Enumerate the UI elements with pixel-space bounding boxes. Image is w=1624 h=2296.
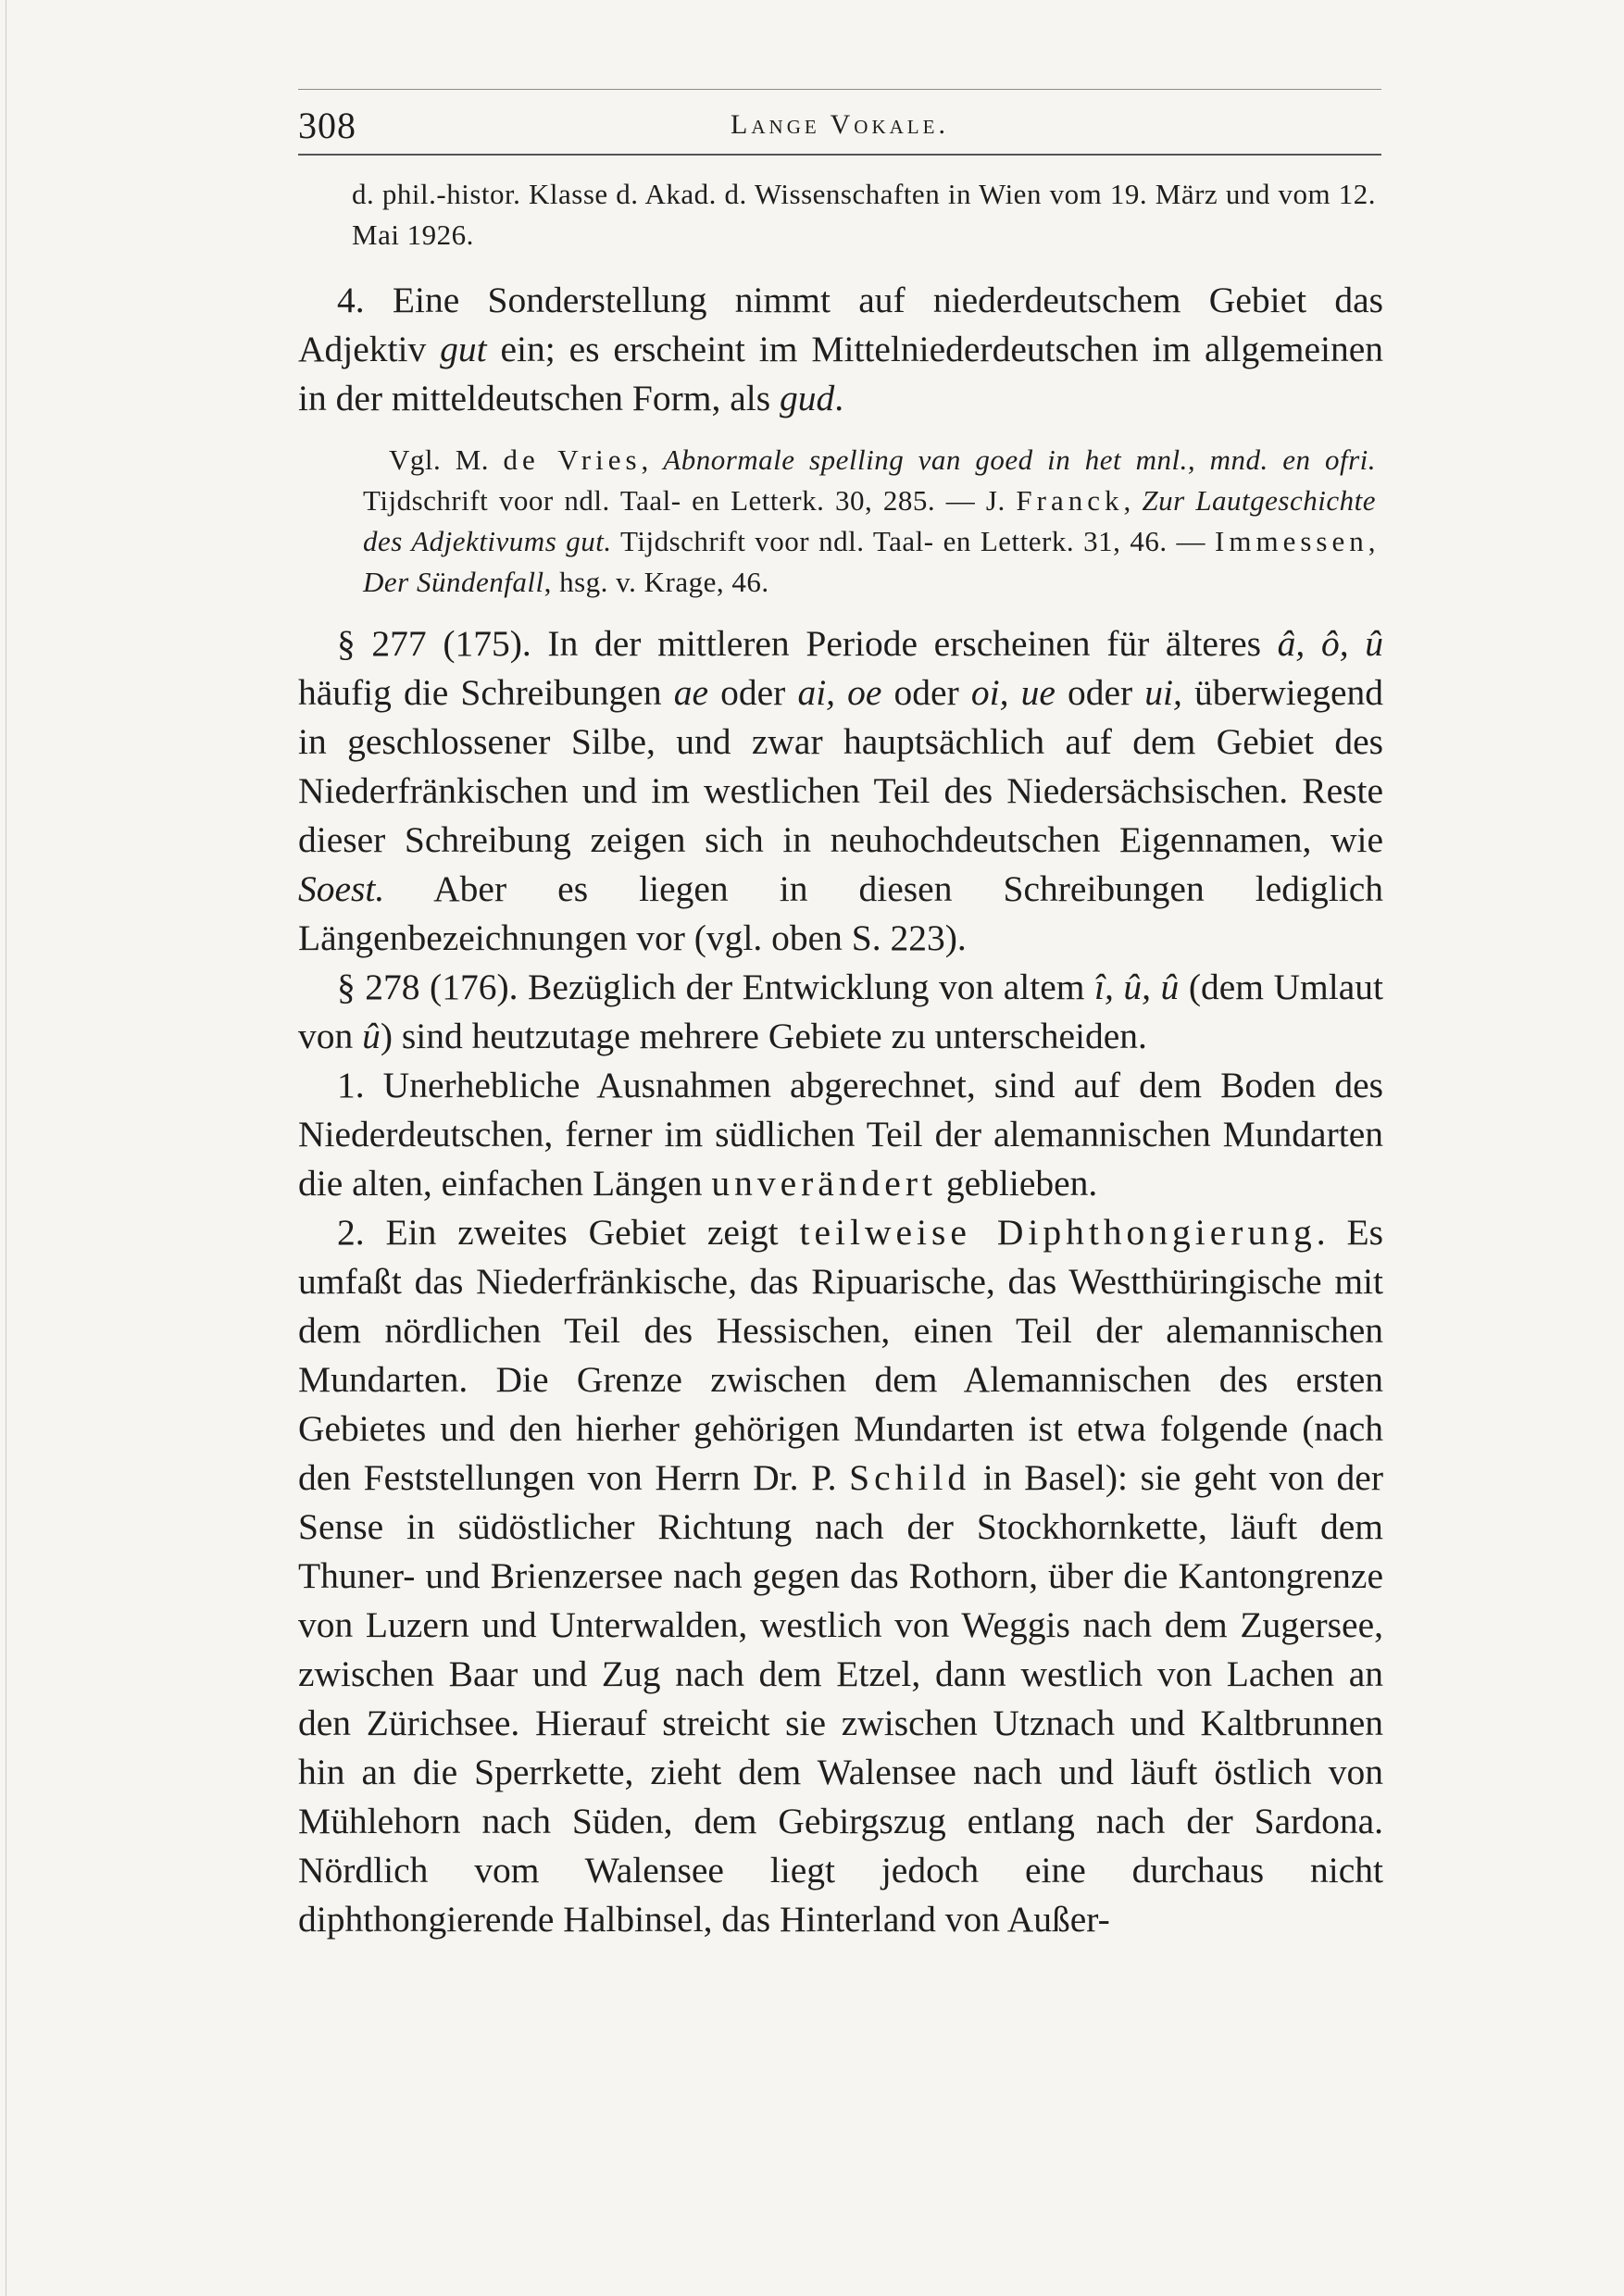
section-277 bbox=[298, 619, 1383, 963]
text-run: , bbox=[641, 443, 664, 476]
text-run: § 278 (176). Bezüglich der Entwicklung von altem bbox=[337, 967, 1095, 1007]
text-run: . bbox=[834, 378, 844, 418]
text-run: in Basel): sie geht von der Sense in südöstlicher Richtung nach der Stockhornkette, läuft dem Thuner- und Brienzersee nach gegen das Rothorn, über die Kantongrenze von Luzern und Unterwalden, westlich von Weggis nach dem Zugersee, zwischen Baar und Zug nach dem Etzel, dann westlich von Lachen an den Zürichsee. Hierauf streicht sie zwischen Utznach und Kaltbrunnen hin an die Sperrkette, zieht dem Walensee nach und läuft östlich von Mühlehorn nach Süden, dem Gebirgszug entlang nach der Sardona. Nördlich vom Walensee liegt jedoch eine durchaus nicht diphthongierende Halbinsel, das Hinterland von Außer- bbox=[298, 1457, 1383, 1940]
italic-word: Soest. bbox=[298, 868, 385, 909]
text-run: oder bbox=[708, 672, 798, 713]
section-278 bbox=[298, 963, 1383, 1061]
italic-word: ai, oe bbox=[797, 672, 882, 713]
work-title: Zur Lautgeschichte des Adjektivums gut. bbox=[363, 484, 1377, 557]
text-run: geblieben. bbox=[936, 1163, 1098, 1204]
text-run: 4. Eine Sonderstellung nimmt auf niederdeutschem Gebiet das Adjektiv bbox=[298, 280, 1383, 369]
author-name: Franck bbox=[1016, 484, 1124, 517]
text-run: ) sind heutzutage mehrere Gebiete zu unterscheiden. bbox=[380, 1016, 1147, 1056]
text-run: 2. Ein zweites Gebiet zeigt bbox=[337, 1212, 800, 1253]
text-run: Tijdschrift voor ndl. Taal- en Letterk. 30, 285. — J. bbox=[363, 484, 1017, 517]
paragraph-1 bbox=[298, 1061, 1383, 1208]
header-rule-top bbox=[298, 89, 1381, 90]
text-run: oder bbox=[1055, 672, 1145, 713]
italic-word: gud bbox=[779, 378, 835, 418]
paragraph-4 bbox=[298, 276, 1383, 423]
text-run: . Es umfaßt das Niederfränkische, das Ripuarische, das Westthüringische mit dem nördlichen Teil des Hessischen, einen Teil der alemannischen Mundarten. Die Grenze zwischen dem Alemannischen des ersten Gebietes und den hierher gehörigen Mundarten ist etwa folgende (nach den Feststellungen von Herrn Dr. P. bbox=[298, 1212, 1383, 1498]
page-content bbox=[298, 174, 1383, 1944]
running-title: Lange Vokale. bbox=[731, 109, 949, 140]
paragraph-2 bbox=[298, 1208, 1383, 1944]
spaced-emphasis: teilweise Diphthongierung bbox=[799, 1212, 1317, 1253]
text-run: , hsg. v. Krage, 46. bbox=[543, 566, 769, 598]
text-run: Aber es liegen in diesen Schreibungen lediglich Längenbezeichnungen vor (vgl. oben S. 223). bbox=[298, 868, 1383, 958]
text-run: (dem Umlaut von bbox=[298, 967, 1383, 1056]
text-run: 1. Unerhebliche Ausnahmen abgerechnet, sind auf dem Boden des Niederdeutschen, ferner im südlichen Teil der alemannischen Mundarten die alten, einfachen Längen bbox=[298, 1065, 1383, 1204]
author-name: Schild bbox=[849, 1457, 971, 1498]
italic-word: gut bbox=[440, 329, 487, 369]
italic-word: ui, bbox=[1144, 672, 1182, 713]
reference-note bbox=[298, 440, 1383, 603]
text-run: überwiegend in geschlossener Silbe, und zwar hauptsächlich auf dem Gebiet des Niederfränkischen und im westlichen Teil des Niedersächsischen. Reste dieser Schreibung zeigen sich in neuhochdeutschen Eigennamen, wie bbox=[298, 672, 1384, 860]
italic-word: î, û, û bbox=[1094, 967, 1180, 1007]
text-run: häufig die Schreibungen bbox=[298, 672, 674, 713]
work-title: Der Sündenfall bbox=[363, 566, 544, 598]
italic-word: â, ô, û bbox=[1277, 623, 1383, 664]
header-rule-bottom bbox=[298, 154, 1381, 156]
text-run: Tijdschrift voor ndl. Taal- en Letterk. 31, 46. — bbox=[611, 525, 1216, 557]
italic-word: ae bbox=[673, 672, 709, 713]
text-run: ein; es erscheint im Mittelniederdeutschen im allgemeinen in der mitteldeutschen Form, als bbox=[298, 329, 1383, 418]
footnote-continuation: d. phil.-histor. Klasse d. Akad. d. Wissenschaften in Wien vom 19. März und vom 12. Mai 1926. bbox=[352, 178, 1376, 251]
text-run: , bbox=[1368, 525, 1376, 557]
spaced-emphasis: unverändert bbox=[711, 1163, 937, 1204]
page-header bbox=[298, 89, 1381, 154]
italic-word: oi, ue bbox=[970, 672, 1056, 713]
text-run: § 277 (175). In der mittleren Periode erscheinen für älteres bbox=[337, 623, 1278, 664]
author-name: de Vries bbox=[503, 443, 642, 476]
page-number: 308 bbox=[298, 105, 356, 146]
text-run: , bbox=[1123, 484, 1143, 517]
work-title: Abnormale spelling van goed in het mnl., mnd. en ofri. bbox=[663, 443, 1377, 476]
author-name: Immessen bbox=[1215, 525, 1368, 557]
text-run: oder bbox=[881, 672, 971, 713]
italic-word: û bbox=[362, 1016, 381, 1056]
text-run: Vgl. M. bbox=[389, 443, 504, 476]
